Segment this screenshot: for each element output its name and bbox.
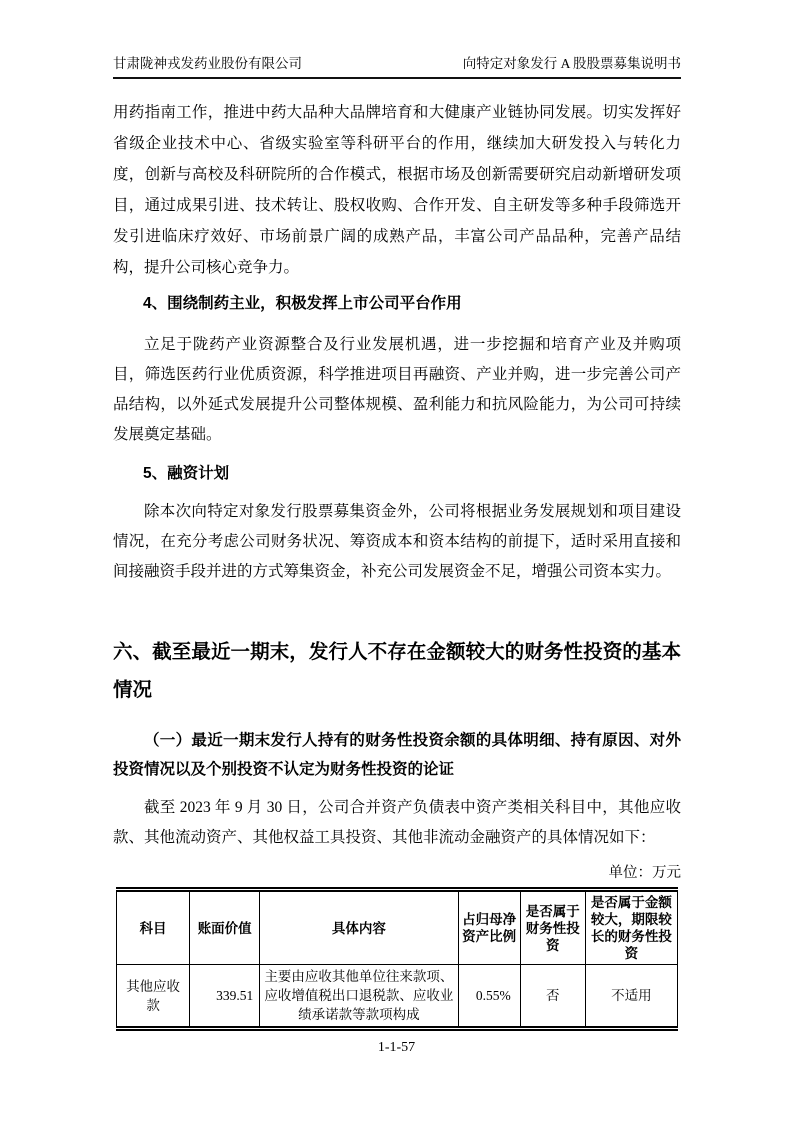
paragraph-6: 截至 2023 年 9 月 30 日，公司合并资产负债表中资产类相关科目中，其他应收款、其他流动资产、其他权益工具投资、其他非流动金融资产的具体情况如下： <box>113 799 681 846</box>
unit-label: 单位：万元 <box>608 865 681 881</box>
cell-subject: 其他应收款 <box>117 965 190 1029</box>
col-header-net-asset-ratio: 占归母净资产比例 <box>458 890 520 965</box>
header-company-name: 甘肃陇神戎发药业股份有限公司 <box>113 56 302 71</box>
heading-6-chapter: 六、截至最近一期末，发行人不存在金额较大的财务性投资的基本情况 <box>113 641 681 701</box>
col-header-details: 具体内容 <box>260 890 458 965</box>
running-header <box>113 52 681 79</box>
col-header-is-large-longterm: 是否属于金额较大，期限较长的财务性投资 <box>585 890 677 965</box>
cell-is-large-longterm: 不适用 <box>585 965 677 1029</box>
cell-details: 主要由应收其他单位往来款项、应收增值税出口退税款、应收业绩承诺款等款项构成 <box>260 965 458 1029</box>
heading-5-financing-plan: 5、融资计划 <box>143 465 230 482</box>
col-header-is-financial-investment: 是否属于财务性投资 <box>520 890 585 965</box>
cell-book-value: 339.51 <box>190 965 260 1029</box>
cell-net-asset-ratio: 0.55% <box>458 965 520 1029</box>
heading-6-1-subsection: （一）最近一期末发行人持有的财务性投资余额的具体明细、持有原因、对外投资情况以及个别投资不认定为财务性投资的论证 <box>113 732 681 778</box>
col-header-book-value: 账面价值 <box>190 890 260 965</box>
page-number: 1-1-57 <box>377 1040 416 1055</box>
table-header-row <box>117 890 678 965</box>
financial-investments-table <box>116 887 678 1031</box>
table-row <box>117 965 678 1029</box>
col-header-subject: 科目 <box>117 890 190 965</box>
heading-4-platform-role: 4、围绕制药主业，积极发挥上市公司平台作用 <box>143 295 462 312</box>
cell-is-financial-investment: 否 <box>520 965 585 1029</box>
paragraph-continuation: 用药指南工作，推进中药大品种大品牌培育和大健康产业链协同发展。切实发挥好省级企业技术中心、省级实验室等科研平台的作用，继续加大研发投入与转化力度，创新与高校及科研院所的合作模式，根据市场及创新需要研究启动新增研发项目，通过成果引进、技术转让、股权收购、合作开发、自主研发等多种手段筛选开发引进临床疗效好、市场前景广阔的成熟产品，丰富公司产品品种，完善产品结构，提升公司核心竞争力。 <box>113 104 681 276</box>
header-doc-title: 向特定对象发行 A 股股票募集说明书 <box>462 56 681 71</box>
paragraph-4: 立足于陇药产业资源整合及行业发展机遇，进一步挖掘和培育产业及并购项目，筛选医药行业优质资源，科学推进项目再融资、产业并购，进一步完善公司产品结构，以外延式发展提升公司整体规模、盈利能力和抗风险能力，为公司可持续发展奠定基础。 <box>113 336 681 443</box>
paragraph-5: 除本次向特定对象发行股票募集资金外，公司将根据业务发展规划和项目建设情况，在充分考虑公司财务状况、筹资成本和资本结构的前提下，适时采用直接和间接融资手段并进的方式筹集资金，补充公司发展资金不足，增强公司资本实力。 <box>113 503 681 580</box>
